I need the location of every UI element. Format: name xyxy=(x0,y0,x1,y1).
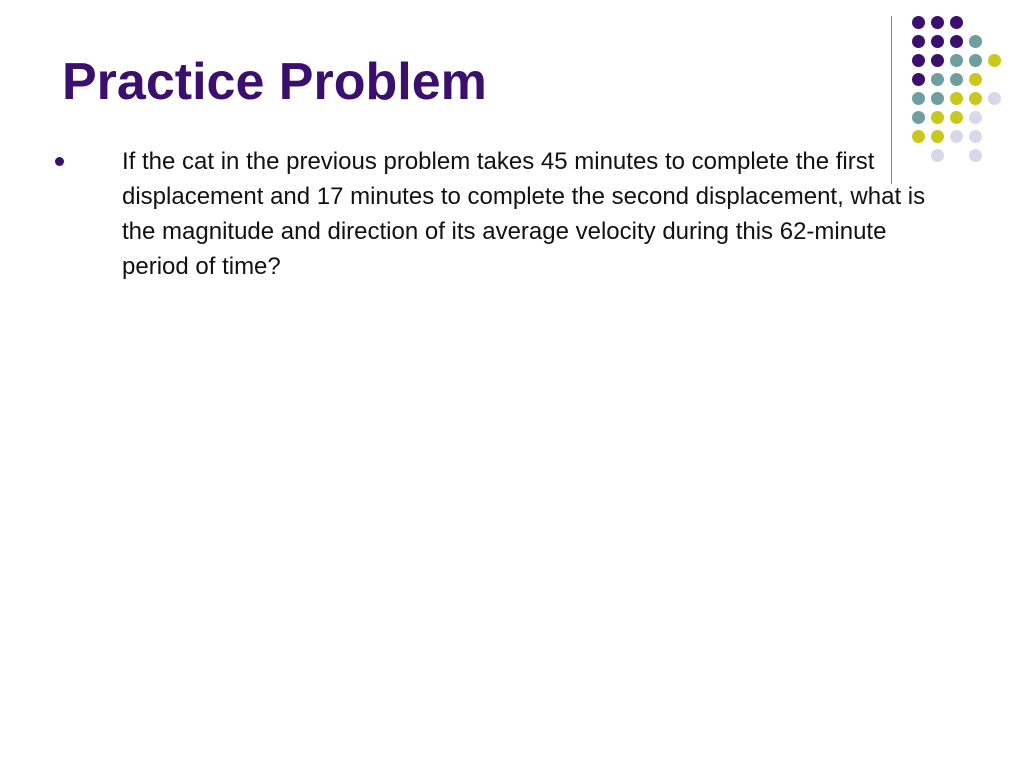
decorative-dot xyxy=(969,111,982,124)
bullet-text: If the cat in the previous problem takes 45 minutes to complete the first displacement and 17 minutes to complete the second displacement, what is the magnitude and direction of its average velocity during this 62-minute period of time? xyxy=(122,148,926,280)
decorative-dot xyxy=(931,54,944,67)
decorative-dot xyxy=(988,54,1001,67)
decorative-dot xyxy=(912,111,925,124)
decorative-dot xyxy=(950,16,963,29)
decorative-dot xyxy=(931,111,944,124)
decorative-dot xyxy=(931,16,944,29)
decorative-dot xyxy=(969,73,982,86)
decorative-dot xyxy=(969,35,982,48)
decorative-dot xyxy=(912,92,925,105)
decorative-dot xyxy=(988,92,1001,105)
decorative-dot xyxy=(931,35,944,48)
decorative-dot xyxy=(969,54,982,67)
decorative-dot xyxy=(950,35,963,48)
decorative-dot xyxy=(931,92,944,105)
decorative-dot xyxy=(950,54,963,67)
decorative-dot xyxy=(912,35,925,48)
decorative-dot xyxy=(931,73,944,86)
decorative-dot xyxy=(912,73,925,86)
bullet-point-icon xyxy=(55,157,64,166)
decorative-dot xyxy=(950,111,963,124)
decorative-dot xyxy=(969,130,982,143)
decorative-dot xyxy=(931,130,944,143)
decorative-dot xyxy=(912,54,925,67)
bullet-item xyxy=(55,144,937,284)
decorative-dot xyxy=(969,92,982,105)
bullet-list xyxy=(55,144,955,284)
decorative-dot xyxy=(912,130,925,143)
decorative-dot xyxy=(950,92,963,105)
decorative-dot xyxy=(912,16,925,29)
decorative-dot xyxy=(969,149,982,162)
slide-title: Practice Problem xyxy=(62,53,487,111)
decorative-dot xyxy=(950,130,963,143)
decorative-dot xyxy=(950,73,963,86)
